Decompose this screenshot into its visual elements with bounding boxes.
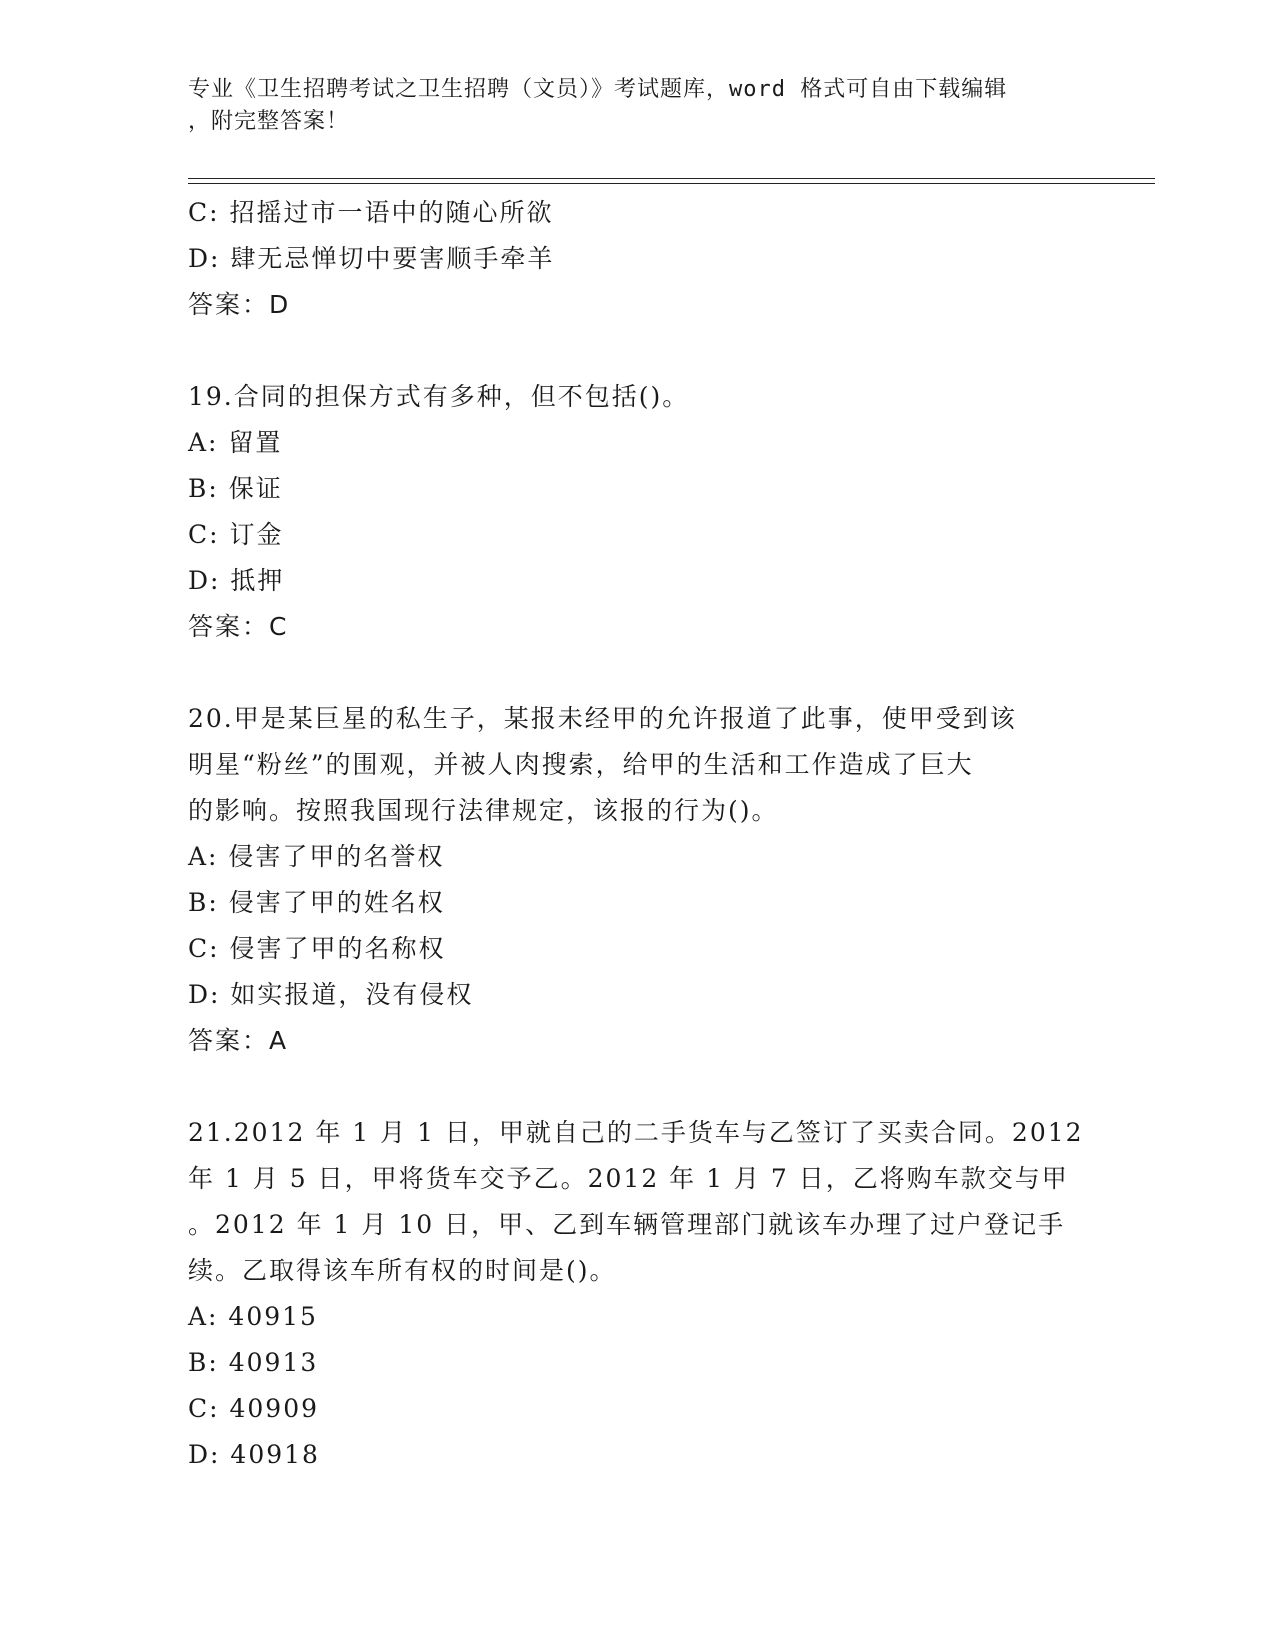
option-a: A: 留置 (188, 428, 283, 457)
question-stem-line-2: 明星“粉丝”的围观，并被人肉搜索，给甲的生活和工作造成了巨大 (188, 750, 974, 779)
carry-over-question (188, 190, 1088, 328)
option-c: C: 招摇过市一语中的随心所欲 (188, 198, 554, 227)
question-stem-line-1: 21.2012 年 1 月 1 日，甲就自己的二手货车与乙签订了买卖合同。2012 (188, 1118, 1084, 1147)
question-stem-line-1: 20.甲是某巨星的私生子，某报未经甲的允许报道了此事，使甲受到该 (188, 704, 1017, 733)
question-stem-line-3: 。2012 年 1 月 10 日，甲、乙到车辆管理部门就该车办理了过户登记手 (188, 1210, 1066, 1239)
answer-line: 答案：C (188, 612, 289, 641)
spacer (188, 1064, 1088, 1110)
option-b: B: 40913 (188, 1348, 319, 1377)
option-b: B: 保证 (188, 474, 283, 503)
option-a: A: 侵害了甲的名誉权 (188, 842, 445, 871)
document-header (188, 74, 1068, 138)
option-d: D: 肆无忌惮切中要害顺手牵羊 (188, 244, 555, 273)
option-c: C: 40909 (188, 1394, 320, 1423)
option-c: C: 侵害了甲的名称权 (188, 934, 446, 963)
question-21 (188, 1110, 1088, 1478)
option-b: B: 侵害了甲的姓名权 (188, 888, 445, 917)
question-stem-line-4: 续。乙取得该车所有权的时间是()。 (188, 1256, 617, 1285)
answer-line: 答案：D (188, 290, 291, 319)
header-line-1: 专业《卫生招聘考试之卫生招聘（文员）》考试题库，word 格式可自由下载编辑 (188, 77, 1008, 102)
spacer (188, 650, 1088, 696)
option-d: D: 40918 (188, 1440, 320, 1469)
question-19 (188, 374, 1088, 650)
question-stem: 19.合同的担保方式有多种，但不包括()。 (188, 382, 690, 411)
question-stem-line-2: 年 1 月 5 日，甲将货车交予乙。2012 年 1 月 7 日，乙将购车款交与甲 (188, 1164, 1069, 1193)
answer-line: 答案：A (188, 1026, 289, 1055)
option-c: C: 订金 (188, 520, 284, 549)
question-stem-line-3: 的影响。按照我国现行法律规定，该报的行为()。 (188, 796, 779, 825)
spacer (188, 328, 1088, 374)
option-a: A: 40915 (188, 1302, 318, 1331)
question-20 (188, 696, 1088, 1064)
header-divider-top (188, 178, 1155, 179)
question-content (188, 190, 1088, 1478)
option-d: D: 如实报道，没有侵权 (188, 980, 474, 1009)
header-divider-bottom (188, 183, 1155, 184)
header-line-2: ，附完整答案！ (188, 109, 350, 134)
option-d: D: 抵押 (188, 566, 285, 595)
